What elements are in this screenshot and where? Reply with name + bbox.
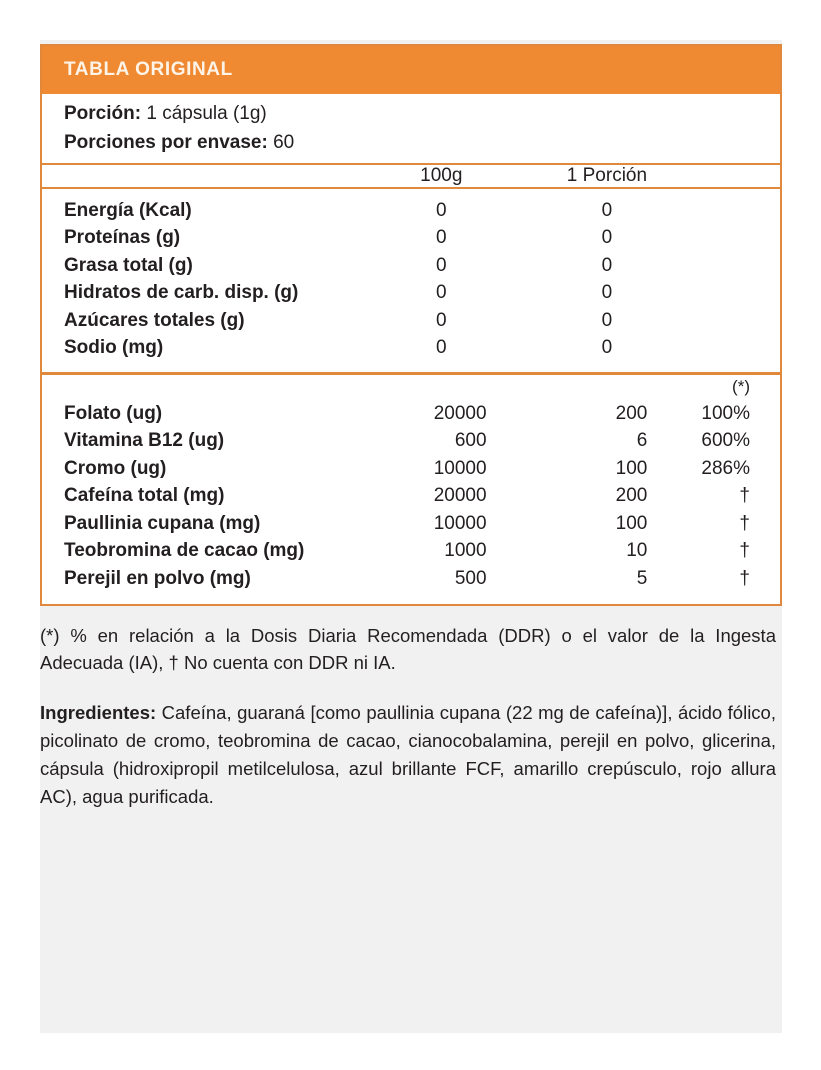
table-row (42, 279, 780, 307)
nutrient-percent: 286% (701, 457, 750, 479)
nutrient-percent: † (739, 567, 750, 589)
star-row-spacer-portion (525, 373, 690, 399)
content-area (40, 44, 782, 811)
table-title: TABLA ORIGINAL (64, 59, 233, 80)
table-row (42, 537, 780, 565)
nutrient-name: Paullinia cupana (mg) (64, 512, 261, 534)
nutrient-value-100g: 0 (435, 282, 447, 304)
nutrient-value-100g: 20000 (433, 485, 487, 507)
ingredients-text: Cafeína, guaraná [como paullinia cupana (22 mg de cafeína)], ácido fólico, picolinato de cromo, teobromina de cacao, cianocobalamina, perejil en polvo, glicerina, cápsula (hidroxipropil metilcelulosa, azul brillante FCF, amarillo crepúsculo, rojo allura AC), agua purificada. (40, 702, 776, 808)
nutrient-name: Perejil en polvo (mg) (64, 567, 251, 589)
portion-label: Porción: (64, 102, 142, 124)
nutrient-value-100g: 1000 (444, 540, 487, 562)
nutrient-percent (689, 279, 780, 307)
nutrient-percent (689, 252, 780, 280)
portion-line (64, 100, 780, 129)
table-row (42, 188, 780, 225)
nutrient-value-portion: 200 (615, 402, 648, 424)
nutrient-name: Cromo (ug) (64, 457, 167, 479)
macronutrient-block (42, 188, 780, 374)
nutrient-value-portion: 200 (615, 485, 648, 507)
nutrient-value-portion: 10 (626, 540, 648, 562)
table-row (42, 565, 780, 605)
nutrient-percent (689, 188, 780, 225)
nutrient-value-portion: 5 (636, 567, 648, 589)
table-header-bar (42, 46, 780, 94)
star-row-spacer (42, 373, 358, 399)
nutrient-value-100g: 10000 (433, 457, 487, 479)
table-row (42, 455, 780, 483)
nutrient-name: Cafeína total (mg) (64, 485, 225, 507)
nutrient-value-100g: 500 (454, 567, 487, 589)
nutrient-name: Proteínas (g) (64, 227, 181, 249)
panel-top-spacer (40, 0, 782, 40)
nutrient-name: Vitamina B12 (ug) (64, 430, 225, 452)
nutrient-name: Folato (ug) (64, 402, 163, 424)
nutrient-value-portion: 100 (615, 457, 648, 479)
serving-info-block (42, 94, 780, 165)
table-row (42, 307, 780, 335)
nutrient-name: Sodio (mg) (64, 337, 164, 359)
nutrient-value-portion: 0 (601, 254, 613, 276)
nutrient-value-100g: 0 (435, 199, 447, 221)
nutrient-percent: 600% (701, 430, 750, 452)
portion-value: 1 cápsula (1g) (146, 102, 267, 124)
column-header-percent (689, 165, 780, 188)
servings-per-container-line (64, 129, 780, 158)
ingredients-label: Ingredientes: (40, 702, 157, 724)
nutrient-percent (689, 334, 780, 373)
nutrient-name: Teobromina de cacao (mg) (64, 540, 305, 562)
nutrient-percent: † (739, 540, 750, 562)
table-row (42, 224, 780, 252)
table-row (42, 427, 780, 455)
nutrient-value-100g: 0 (435, 227, 447, 249)
nutrient-name: Azúcares totales (g) (64, 309, 245, 331)
table-row (42, 482, 780, 510)
nutrient-value-portion: 6 (636, 430, 648, 452)
table-row (42, 400, 780, 428)
table-row (42, 510, 780, 538)
nutrient-percent (689, 224, 780, 252)
nutrient-percent: † (739, 512, 750, 534)
star-row-spacer-100g (358, 373, 525, 399)
micronutrient-block (42, 373, 780, 604)
ingredients-paragraph (40, 699, 782, 811)
nutrient-percent: † (739, 485, 750, 507)
nutrient-value-portion: 100 (615, 512, 648, 534)
nutrient-name: Hidratos de carb. disp. (g) (64, 282, 299, 304)
nutrient-value-100g: 0 (435, 337, 447, 359)
nutrition-table-box (40, 44, 782, 606)
nutrient-name: Grasa total (g) (64, 254, 193, 276)
nutrient-value-portion: 0 (601, 337, 613, 359)
column-header-100g: 100g (420, 164, 463, 186)
column-header-portion: 1 Porción (566, 164, 648, 186)
star-header-label: (*) (732, 376, 750, 396)
nutrient-value-portion: 0 (601, 309, 613, 331)
nutrient-name: Energía (Kcal) (64, 199, 192, 221)
nutrient-value-portion: 0 (601, 199, 613, 221)
nutrient-value-100g: 0 (435, 254, 447, 276)
star-header-row (42, 373, 780, 399)
servings-label: Porciones por envase: (64, 131, 268, 153)
table-row (42, 252, 780, 280)
nutrition-facts-table (42, 165, 780, 605)
nutrient-value-100g: 600 (454, 430, 487, 452)
table-row (42, 334, 780, 373)
nutrient-percent: 100% (701, 402, 750, 424)
nutrient-value-portion: 0 (601, 227, 613, 249)
servings-value: 60 (273, 131, 295, 153)
column-header-name (42, 165, 358, 188)
nutrient-value-100g: 20000 (433, 402, 487, 424)
nutrient-value-portion: 0 (601, 282, 613, 304)
nutrient-value-100g: 0 (435, 309, 447, 331)
footnote-text: (*) % en relación a la Dosis Diaria Recomendada (DDR) o el valor de la Ingesta Adecuada (IA), † No cuenta con DDR ni IA. (40, 625, 776, 674)
nutrient-value-100g: 10000 (433, 512, 487, 534)
column-header-row (42, 165, 780, 188)
nutrient-percent (689, 307, 780, 335)
